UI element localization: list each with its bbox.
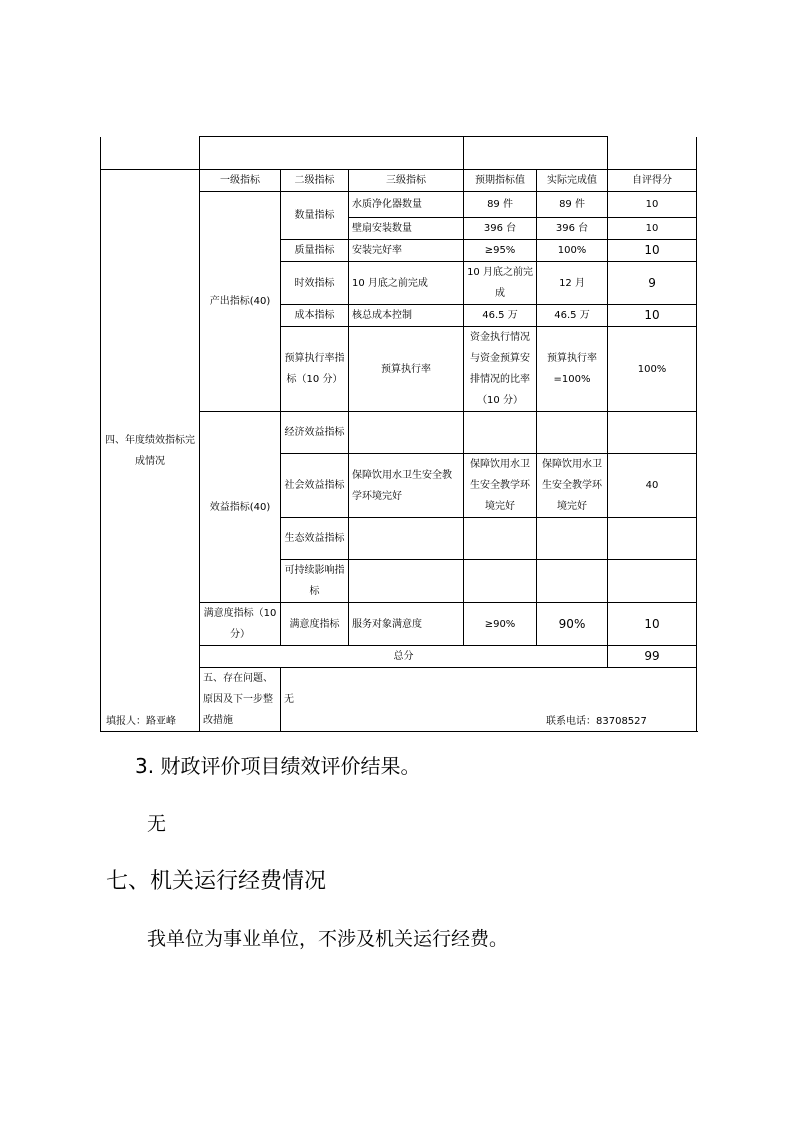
table-cell bbox=[464, 412, 537, 454]
table-cell bbox=[464, 137, 608, 170]
header-target: 预期指标值 bbox=[464, 170, 537, 192]
table-cell bbox=[349, 412, 464, 454]
table-cell bbox=[537, 412, 608, 454]
indicator-name: 壁扇安装数量 bbox=[349, 218, 464, 240]
section7-body: 我单位为事业单位，不涉及机关运行经费。 bbox=[147, 928, 509, 950]
score-value: 10 bbox=[608, 240, 697, 262]
target-value: 396 台 bbox=[464, 218, 537, 240]
total-score: 99 bbox=[608, 646, 697, 668]
level2-label: 经济效益指标 bbox=[281, 412, 349, 454]
target-value: 10 月底之前完成 bbox=[464, 262, 537, 305]
table-cell bbox=[200, 137, 464, 170]
actual-value: 保障饮用水卫生安全教学环境完好 bbox=[537, 454, 608, 518]
level2-label: 可持续影响指标 bbox=[281, 560, 349, 603]
issues-title: 五、存在问题、原因及下一步整改措施 bbox=[200, 668, 281, 732]
table-cell bbox=[537, 518, 608, 560]
table-cell bbox=[349, 560, 464, 603]
header-level2: 二级指标 bbox=[281, 170, 349, 192]
section3-body: 无 bbox=[147, 813, 167, 835]
section7-heading: 七、机关运行经费情况 bbox=[106, 869, 327, 894]
actual-value: 396 台 bbox=[537, 218, 608, 240]
indicator-name: 服务对象满意度 bbox=[349, 603, 464, 646]
total-label: 总分 bbox=[200, 646, 608, 668]
score-value: 10 bbox=[608, 603, 697, 646]
level1-label: 预算执行率指标（10 分） bbox=[281, 327, 349, 412]
table-cell bbox=[464, 560, 537, 603]
target-value: 89 件 bbox=[464, 192, 537, 218]
indicator-name: 安装完好率 bbox=[349, 240, 464, 262]
table-cell bbox=[101, 137, 200, 170]
indicator-name: 核总成本控制 bbox=[349, 305, 464, 327]
indicator-name: 资金执行情况与资金预算安排情况的比率（10 分） bbox=[464, 327, 537, 412]
section3-heading: 3. 财政评价项目绩效评价结果。 bbox=[135, 754, 421, 778]
indicator-name: 10 月底之前完成 bbox=[349, 262, 464, 305]
target-value: 46.5 万 bbox=[464, 305, 537, 327]
table-cell bbox=[608, 412, 697, 454]
filler-name: 填报人：路亚峰 bbox=[106, 716, 176, 727]
actual-value: 100% bbox=[537, 240, 608, 262]
actual-value: 46.5 万 bbox=[537, 305, 608, 327]
indicator-name: 保障饮用水卫生安全教学环境完好 bbox=[349, 454, 464, 518]
table-cell bbox=[608, 518, 697, 560]
section-title-cell: 四、年度绩效指标完成情况 bbox=[101, 170, 200, 732]
score-value: 9 bbox=[608, 262, 697, 305]
actual-value: 12 月 bbox=[537, 262, 608, 305]
actual-value: 100% bbox=[608, 327, 697, 412]
score-value: 10 bbox=[608, 305, 697, 327]
level2-label: 生态效益指标 bbox=[281, 518, 349, 560]
indicator-name: 水质净化器数量 bbox=[349, 192, 464, 218]
header-score: 自评得分 bbox=[608, 170, 697, 192]
target-value: ≥90% bbox=[464, 603, 537, 646]
contact-phone: 联系电话：83708527 bbox=[546, 716, 647, 727]
level1-label: 满意度指标（10 分） bbox=[200, 603, 281, 646]
level2-label: 社会效益指标 bbox=[281, 454, 349, 518]
level2-label: 时效指标 bbox=[281, 262, 349, 305]
level2-label: 满意度指标 bbox=[281, 603, 349, 646]
quantity-label: 数量指标 bbox=[281, 192, 349, 240]
output-label: 产出指标(40) bbox=[200, 192, 281, 412]
score-value: 40 bbox=[608, 454, 697, 518]
target-value: ≥95% bbox=[464, 240, 537, 262]
table-cell bbox=[464, 518, 537, 560]
level2-label: 预算执行率 bbox=[349, 327, 464, 412]
table-header-row bbox=[101, 170, 697, 192]
table-cell bbox=[608, 137, 697, 170]
actual-value: 89 件 bbox=[537, 192, 608, 218]
table-cell bbox=[608, 560, 697, 603]
table-row bbox=[101, 137, 697, 170]
score-value: 10 bbox=[608, 192, 697, 218]
level2-label: 质量指标 bbox=[281, 240, 349, 262]
score-value: 10 bbox=[608, 218, 697, 240]
header-actual: 实际完成值 bbox=[537, 170, 608, 192]
performance-table bbox=[100, 136, 697, 732]
table-cell bbox=[537, 560, 608, 603]
benefit-label: 效益指标(40) bbox=[200, 412, 281, 603]
target-value: 保障饮用水卫生安全教学环境完好 bbox=[464, 454, 537, 518]
target-value: 预算执行率=100% bbox=[537, 327, 608, 412]
header-level1: 一级指标 bbox=[200, 170, 281, 192]
table-cell bbox=[349, 518, 464, 560]
level2-label: 成本指标 bbox=[281, 305, 349, 327]
header-level3: 三级指标 bbox=[349, 170, 464, 192]
issues-content: 无 bbox=[281, 668, 697, 732]
actual-value: 90% bbox=[537, 603, 608, 646]
